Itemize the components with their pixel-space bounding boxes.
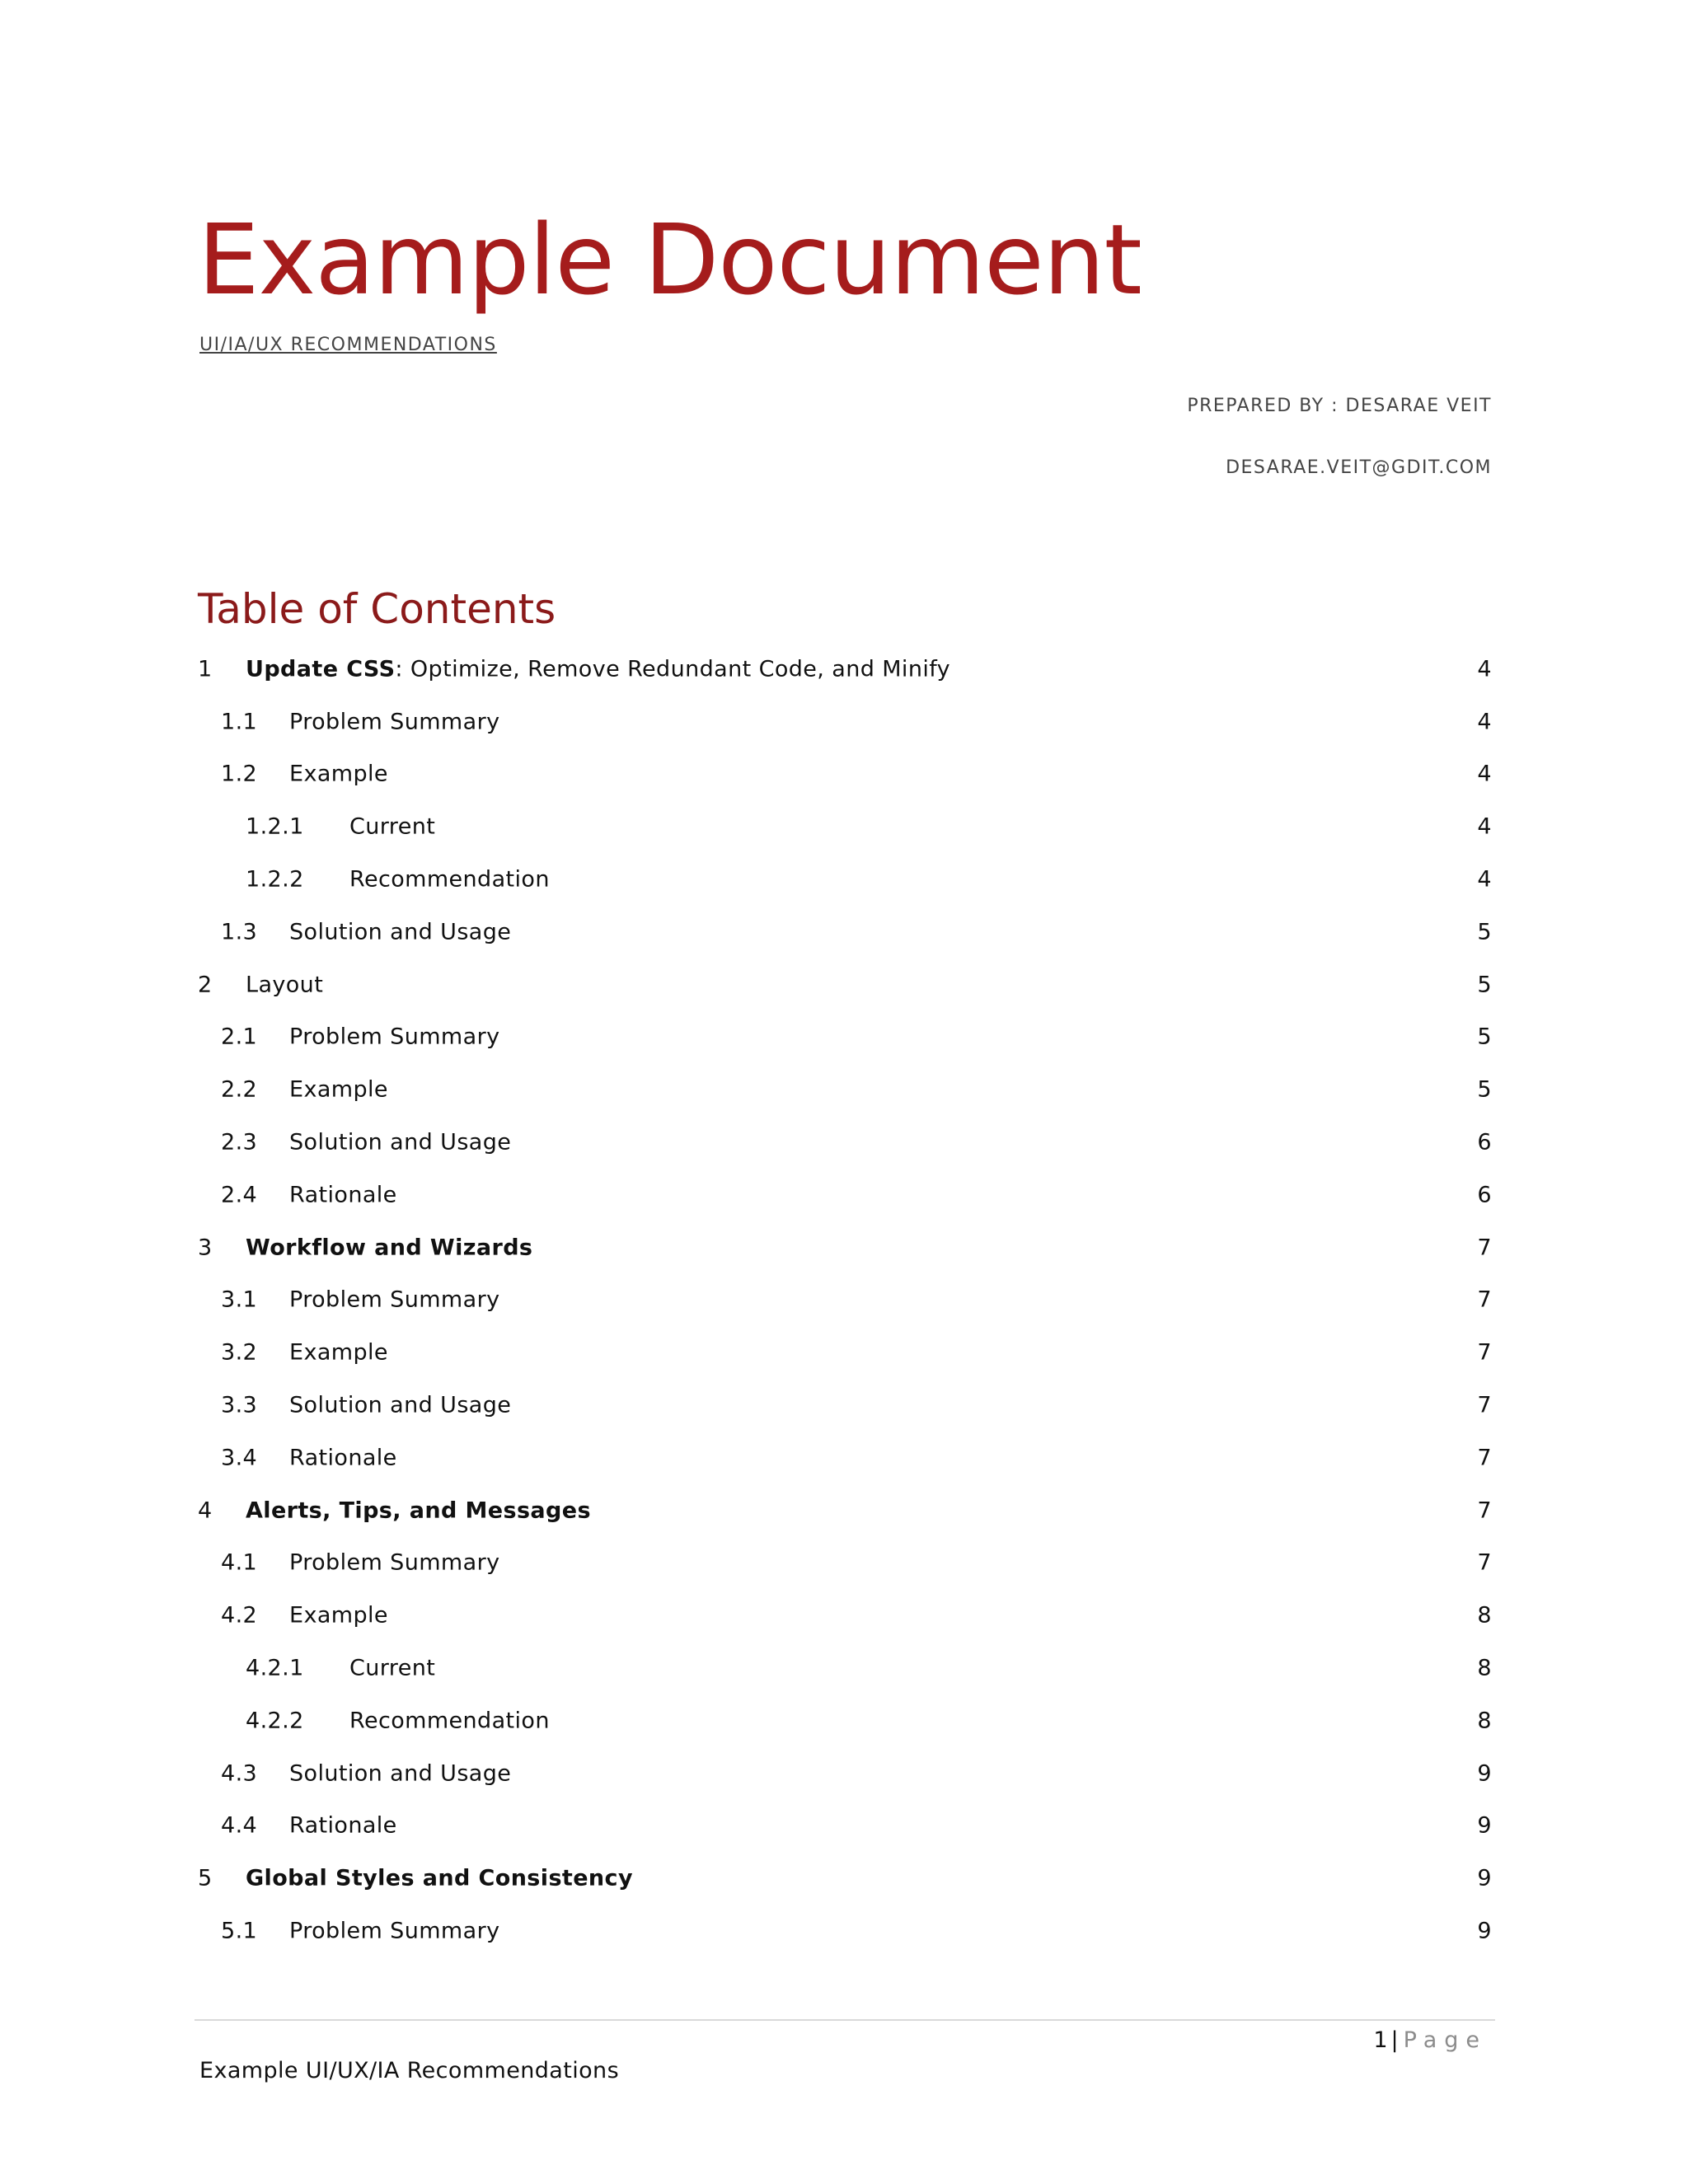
table-of-contents xyxy=(198,643,1492,1957)
document-title: Example Document xyxy=(198,203,1142,316)
toc-entry-title: Problem Summary xyxy=(289,1918,500,1944)
toc-entry-page: 7 xyxy=(1477,1392,1492,1418)
document-subtitle: UI/IA/UX RECOMMENDATIONS xyxy=(199,335,497,355)
prepared-by: PREPARED BY : DESARAE VEIT xyxy=(1187,396,1492,416)
toc-entry-number: 4.2 xyxy=(221,1602,258,1629)
toc-entry[interactable] xyxy=(198,1221,1492,1274)
toc-entry[interactable] xyxy=(198,1432,1492,1484)
toc-entry[interactable] xyxy=(198,696,1492,748)
toc-entry-number: 1.2.2 xyxy=(246,866,304,893)
toc-entry-number: 5.1 xyxy=(221,1918,258,1944)
toc-entry-number: 1.2 xyxy=(221,761,258,787)
toc-entry[interactable] xyxy=(198,643,1492,696)
toc-entry-number: 3 xyxy=(198,1235,213,1261)
author-email: DESARAE.VEIT@GDIT.COM xyxy=(1226,457,1492,478)
toc-entry-page: 9 xyxy=(1477,1865,1492,1891)
toc-entry-title xyxy=(246,656,950,682)
toc-entry-title: Global Styles and Consistency xyxy=(246,1865,633,1891)
toc-entry[interactable] xyxy=(198,1852,1492,1905)
page-word: Page xyxy=(1403,2027,1487,2053)
page-number-value: 1 xyxy=(1373,2027,1388,2053)
toc-entry-page: 4 xyxy=(1477,866,1492,893)
toc-entry-number: 4.4 xyxy=(221,1812,258,1839)
toc-entry[interactable] xyxy=(198,1484,1492,1537)
toc-entry-number: 3.3 xyxy=(221,1392,258,1418)
toc-entry[interactable] xyxy=(198,906,1492,958)
toc-entry-number: 2.2 xyxy=(221,1076,258,1103)
toc-entry-page: 4 xyxy=(1477,709,1492,735)
toc-entry-title: Alerts, Tips, and Messages xyxy=(246,1497,591,1524)
toc-entry[interactable] xyxy=(198,1905,1492,1957)
toc-entry-number: 2.1 xyxy=(221,1024,258,1050)
toc-entry-page: 7 xyxy=(1477,1235,1492,1261)
toc-entry-page: 7 xyxy=(1477,1549,1492,1576)
toc-entry-number: 2.4 xyxy=(221,1182,258,1208)
toc-entry-page: 4 xyxy=(1477,656,1492,682)
toc-entry-page: 8 xyxy=(1477,1708,1492,1734)
toc-entry-page: 8 xyxy=(1477,1655,1492,1681)
toc-entry-title: Problem Summary xyxy=(289,1286,500,1313)
toc-entry-number: 2.3 xyxy=(221,1129,258,1155)
toc-entry-page: 7 xyxy=(1477,1339,1492,1366)
toc-entry-number: 4.1 xyxy=(221,1549,258,1576)
page-number xyxy=(1373,2027,1487,2053)
toc-entry[interactable] xyxy=(198,853,1492,906)
toc-entry[interactable] xyxy=(198,1589,1492,1642)
toc-entry[interactable] xyxy=(198,1011,1492,1064)
toc-entry-title: Example xyxy=(289,761,388,787)
toc-entry-page: 4 xyxy=(1477,761,1492,787)
toc-entry-title: Rationale xyxy=(289,1182,397,1208)
toc-entry-title: Solution and Usage xyxy=(289,919,512,945)
page-number-separator: | xyxy=(1390,2027,1399,2053)
toc-entry[interactable] xyxy=(198,748,1492,801)
toc-entry-page: 5 xyxy=(1477,972,1492,998)
toc-entry[interactable] xyxy=(198,1326,1492,1379)
toc-entry[interactable] xyxy=(198,1642,1492,1694)
toc-entry[interactable] xyxy=(198,1169,1492,1221)
toc-entry-page: 9 xyxy=(1477,1918,1492,1944)
toc-entry-title-rest: : Optimize, Remove Redundant Code, and Minify xyxy=(395,656,951,682)
toc-entry-title: Current xyxy=(349,813,436,840)
footer-text: Example UI/UX/IA Recommendations xyxy=(199,2058,620,2083)
toc-entry-page: 6 xyxy=(1477,1129,1492,1155)
toc-entry[interactable] xyxy=(198,1274,1492,1327)
toc-entry-title: Example xyxy=(289,1602,388,1629)
toc-entry-number: 4.2.1 xyxy=(246,1655,304,1681)
toc-entry-number: 1.1 xyxy=(221,709,258,735)
toc-entry-number: 3.4 xyxy=(221,1445,258,1471)
toc-entry-title: Rationale xyxy=(289,1445,397,1471)
toc-entry-number: 4.2.2 xyxy=(246,1708,304,1734)
toc-entry-number: 3.2 xyxy=(221,1339,258,1366)
toc-entry[interactable] xyxy=(198,1379,1492,1432)
toc-entry-title: Solution and Usage xyxy=(289,1392,512,1418)
toc-entry[interactable] xyxy=(198,800,1492,853)
toc-entry[interactable] xyxy=(198,1694,1492,1747)
toc-entry-number: 4 xyxy=(198,1497,213,1524)
toc-entry-page: 5 xyxy=(1477,919,1492,945)
toc-entry-title: Solution and Usage xyxy=(289,1129,512,1155)
toc-entry[interactable] xyxy=(198,1537,1492,1590)
toc-entry-title: Layout xyxy=(246,972,324,998)
toc-entry-title: Current xyxy=(349,1655,436,1681)
toc-entry-title: Problem Summary xyxy=(289,1024,500,1050)
toc-entry-title: Rationale xyxy=(289,1812,397,1839)
toc-entry-number: 1.2.1 xyxy=(246,813,304,840)
footer-divider xyxy=(195,2019,1495,2021)
toc-entry[interactable] xyxy=(198,1063,1492,1116)
toc-entry-page: 9 xyxy=(1477,1812,1492,1839)
toc-entry[interactable] xyxy=(198,1747,1492,1800)
toc-entry-page: 5 xyxy=(1477,1024,1492,1050)
toc-entry-page: 7 xyxy=(1477,1445,1492,1471)
toc-entry-title: Example xyxy=(289,1339,388,1366)
toc-entry-number: 3.1 xyxy=(221,1286,258,1313)
toc-entry-page: 8 xyxy=(1477,1602,1492,1629)
toc-entry[interactable] xyxy=(198,958,1492,1011)
toc-entry-number: 4.3 xyxy=(221,1760,258,1787)
toc-entry-title: Recommendation xyxy=(349,1708,550,1734)
toc-entry-number: 1 xyxy=(198,656,213,682)
toc-entry[interactable] xyxy=(198,1116,1492,1169)
toc-entry-title: Recommendation xyxy=(349,866,550,893)
toc-entry-title: Problem Summary xyxy=(289,1549,500,1576)
toc-entry[interactable] xyxy=(198,1800,1492,1853)
toc-entry-page: 6 xyxy=(1477,1182,1492,1208)
toc-entry-title: Problem Summary xyxy=(289,709,500,735)
toc-entry-page: 7 xyxy=(1477,1286,1492,1313)
toc-entry-title-bold: Update CSS xyxy=(246,656,396,682)
toc-entry-page: 9 xyxy=(1477,1760,1492,1787)
toc-entry-page: 5 xyxy=(1477,1076,1492,1103)
toc-entry-number: 2 xyxy=(198,972,213,998)
toc-entry-title: Workflow and Wizards xyxy=(246,1235,533,1261)
toc-entry-page: 7 xyxy=(1477,1497,1492,1524)
toc-entry-number: 1.3 xyxy=(221,919,258,945)
toc-entry-title: Solution and Usage xyxy=(289,1760,512,1787)
toc-entry-number: 5 xyxy=(198,1865,213,1891)
toc-entry-page: 4 xyxy=(1477,813,1492,840)
toc-entry-title: Example xyxy=(289,1076,388,1103)
toc-heading: Table of Contents xyxy=(198,585,556,633)
